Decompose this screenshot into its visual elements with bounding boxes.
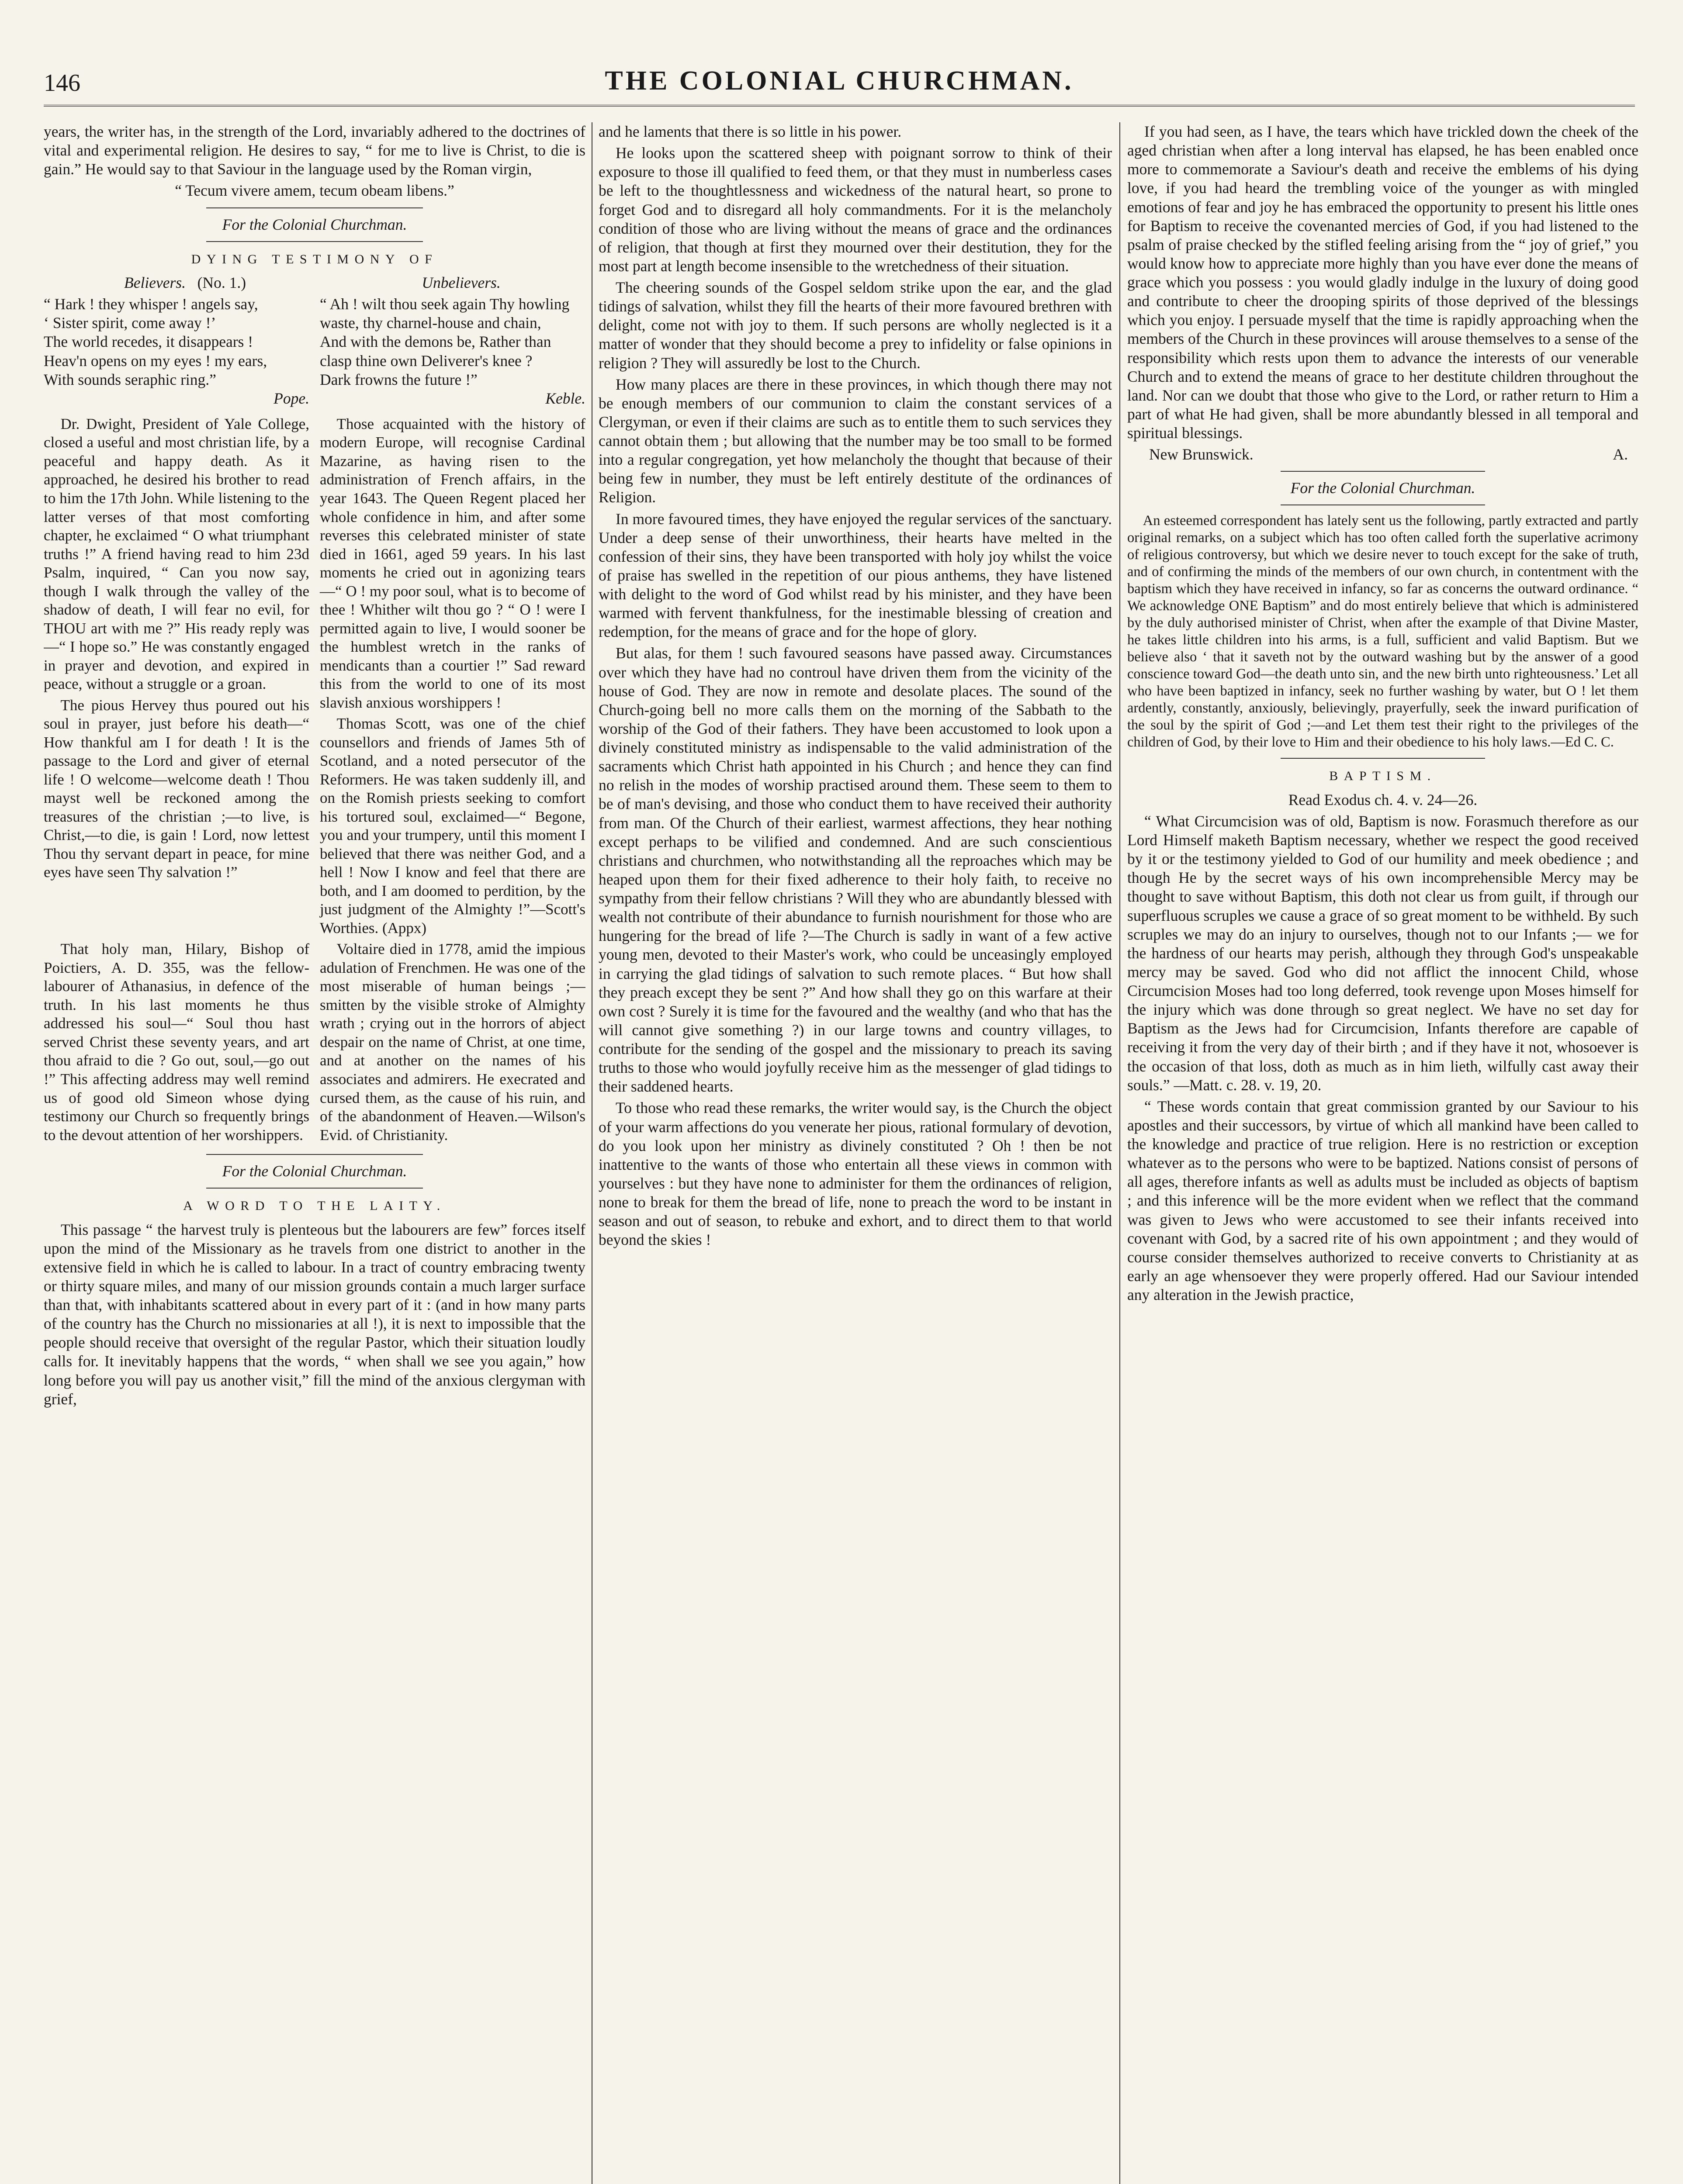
verse-block [44,273,585,411]
verse-right [320,273,585,411]
unbelievers-heading: Unbelievers. [422,274,501,292]
verse-line: “ Ah ! wilt thou seek again Thy howling waste, thy charnel-house and chain, [320,295,570,332]
verse-left [44,273,309,411]
laity-paragraph: He looks upon the scattered sheep with poignant sorrow to think of their exposure to those ill qualified to feed them, or that they must in numberless cases be left to the thoughtlessness and wickedness of the natural heart, so prone to forget God and to disregard all holy commandments. For it is the melancholy condition of those who are living without the means of grace and the ordinances of religion, that though at first they mourned over their destitution, they for the most part at length become insensible to the wretchedness of their situation. [599,144,1112,275]
masthead-title: THE COLONIAL CHURCHMAN. [605,66,1074,96]
verse-attribution: Keble. [545,389,585,407]
laity-paragraph: If you had seen, as I have, the tears which have trickled down the cheek of the aged christian when after a long interval has elapsed, he has been enabled once more to commemorate a Saviour's death and receive the emblems of his dying love, if you had heard the trembling voice of the younger as with mingled emotions of fear and joy he has embraced the opportunity to present his little ones for Baptism to receive the covenanted mercies of God, if you had listened to the psalm of praise checked by the stifled feeling arising from the “ joy of grief,” you would know how to appreciate more highly than you have ever done the means of grace which you possess : you would gladly indulge in the luxury of doing good and contribute to cheer the drooping spirits of those deprived of the blessings which you enjoy. I persuade myself that the time is rapidly approaching when the members of the Church in these provinces will arouse themselves to a sense of the responsibility which rests upon them to advance the interests of our venerable Church and to extend the means of grace to her destitute children throughout the land. Nor can we doubt that those who give to the Lord, or rather return to Him a part of what He had given, shall be more abundantly blessed in all temporal and spiritual blessings. [1127,123,1638,442]
byline-for-colonial-churchman: For the Colonial Churchman. [1290,479,1475,497]
section-rule [206,1154,423,1155]
baptism-paragraph: “ These words contain that great commission granted by our Saviour to his apostles and their successors, by virtue of which all mankind have been called to the knowledge and practice of true religion. Here is no restriction or exception whatever as to the persons who were to be baptized. Nations consist of persons of all ages, therefore infants as well as adults must be included as objects of baptism ; and this inference will be the more evident when we reflect that the command was given to Jews who were accustomed to see their infants received into covenant with God, by a sacred rite of his own appointment ; and they would of course consider themselves authorized to receive converts to Christianity at as early an age whensoever they were properly offered. Had our Saviour intended any alteration in the Jewish practice, [1127,1097,1638,1304]
testimony-hilary: That holy man, Hilary, Bishop of Poictiers, A. D. 355, was the fellow-labourer of Athanasius, in defence of the truth. In his last moments he thus addressed his soul—“ Soul thou hast served Christ these seventy years, and art thou afraid to die ? Go out, soul,—go out !” This affecting address may well remind us of good old Simeon whose dying testimony our Church so frequently brings to the devout attention of her worshippers. [44,940,309,1144]
verse-line: With sounds seraphic ring.” [44,370,216,388]
article-title-word-to-laity: A WORD TO THE LAITY. [183,1199,446,1213]
verse-line: ‘ Sister spirit, come away !’ [44,314,216,332]
article-title-baptism: BAPTISM. [1329,769,1437,784]
section-rule [1281,758,1485,759]
section-rule [206,1188,423,1189]
laity-paragraph: How many places are there in these provinces, in which though there may not be enough members of our communion to claim the constant services of a Clergyman, or even if their claims are such as to entitle them to such services they cannot obtain them ; but allowing that the number may be too small to be formed into a regular congregation, yet how melancholy the thought that because of their being few in number, they must be left entirely destitute of the ordinances of Religion. [599,375,1112,506]
testimony-right [320,415,585,940]
number-label: (No. 1.) [197,274,246,292]
verse-line: And with the demons be, Rather than clasp thine own Deliverer's knee ? [320,333,551,370]
testimony-dwight: Dr. Dwight, President of Yale College, closed a useful and most christian life, by a peaceful and happy death. As it approached, he desired his brother to read to him the 17th John. While listening to the latter verses of that most comforting chapter, he exclaimed “ O what triumphant truths !” A friend having read to him 23d Psalm, inquired, “ Can you now say, though I walk through the valley of the shadow of death, I will fear no evil, for THOU art with me ?” His ready reply was—“ I hope so.” He was constantly engaged in prayer and devotion, and expired in peace, without a struggle or a groan. [44,415,309,693]
testimony-columns-1 [44,415,585,940]
article-title-dying-testimony: DYING TESTIMONY OF [191,252,438,266]
section-rule [1281,471,1485,472]
continued-paragraph: years, the writer has, in the strength of the Lord, invariably adhered to the doctrines of vital and experimental religion. He desires to say, “ for me to live is Christ, to die is gain.” He would say to that Saviour in the language used by the Roman virgin, [44,123,585,178]
editor-note: An esteemed correspondent has lately sent us the following, partly extracted and partly original remarks, on a subject which has too often called forth the superlative acrimony of religious controversy, but which we desire never to touch except for the sake of truth, and of confirming the minds of the members of our own church, in contentment with the baptism which they have received in infancy, so far as concerns the outward ordinance. “ We acknowledge ONE Baptism” and do most entirely believe that which is administered by the duly authorised minister of Christ, when after the example of that Divine Master, he takes little children into his arms, is a full, sufficient and valid Baptism. But we believe also ‘ that it saveth not by the outward washing but by the answer of a good conscience toward God—the death unto sin, and the new birth unto righteousness.’ Let all who have been baptized in infancy, seek no further washing by water, but O ! let them ardently, constantly, anxiously, believingly, prayerfully, seek the inward purification of the soul by the spirit of God ;—and Let them test their right to the privileges of the children of God, by their love to Him and their obedience to his holy laws.—Ed C. C. [1127,513,1638,750]
scripture-reference: Read Exodus ch. 4. v. 24—26. [1288,791,1478,809]
testimony-mazarine: Those acquainted with the history of modern Europe, will recognise Cardinal Mazarine, as having risen to the administration of French affairs, in the year 1643. The Queen Regent placed her whole confidence in him, and after some reverses this celebrated minister of state died in 1661, aged 59 years. In his last moments he cried out in agonizing tears—“ O ! my poor soul, what is to become of thee ! Whither wilt thou go ? “ O ! were I permitted again to live, I would sooner be the humblest wretch in the ranks of mendicants than a courtier !” Sad reward this from the world to one of its most slavish anxious worshippers ! [320,415,585,711]
signoff-place: New Brunswick. [1149,446,1254,463]
laity-paragraph: The cheering sounds of the Gospel seldom strike upon the ear, and the glad tidings of salvation, whilst they fill the hearts of their more favoured brethren with delight, come not with joy to them. If such persons are wholly neglected is it a matter of wonder that they should become a prey to infidelity or false opinions in religion ? They will assuredly be lost to the Church. [599,279,1112,372]
signoff [1127,445,1638,464]
testimony-voltaire: Voltaire died in 1778, amid the impious adulation of Frenchmen. He was one of the most miserable of human beings ;—smitten by the visible stroke of Almighty wrath ; crying out in the horrors of abject despair on the name of Christ, at one time, and at another on the names of his associates and admirers. He execrated and cursed them, as the cause of his ruin, and of the abandonment of Heaven.—Wilson's Evid. of Christianity. [320,940,585,1144]
verse-line: The world recedes, it disappears ! [44,333,253,351]
baptism-paragraph: “ What Circumcision was of old, Baptism is now. Forasmuch therefore as our Lord Himself maketh Baptism necessary, whether we respect the good received by it or the testimony yielded to God of our humility and meek obedience ; and though He by the secret ways of his own incomprehensible Mercy may be thought to save without Baptism, this doth not clear us from guilt, if through our superfluous scruples we cause a grace of so great moment to be withheld. By such scruples we may do an injury to ourselves, though not to our Infants ;— we for the hardness of our hearts may perish, although they through God's unspeakable mercy may be saved. God who did not afflict the innocent Child, whose Circumcision Moses had too long deferred, took revenge upon Moses himself for the injury which was done through so great neglect. We have no set day for Baptism as the Jews had for Circumcision, Infants therefore are capable of receiving it from the very day of their birth ; and if they have it not, whosoever is the occasion of that loss, doth as much as in him lieth, wilfully cast away their souls.” —Matt. c. 28. v. 19, 20. [1127,812,1638,1094]
continued-paragraph: and he laments that there is so little in his power. [599,123,902,140]
byline-for-colonial-churchman: For the Colonial Churchman. [222,215,407,233]
section-rule [206,241,423,242]
laity-paragraph: But alas, for them ! such favoured seasons have passed away. Circumstances over which they have had no controul have driven them from the vicinity of the house of God. They are now in remote and desolate places. The sound of the Church-going bell no more calls them on the morning of the Sabbath to the worship of the God of their fathers. They have been accustomed to look upon a divinely constituted ministry as indispensable to the valid administration of the sacraments which Christ hath appointed in his Church ; and hence they can find no relish in the modes of worship practised around them. These seem to them to be of man's devising, and those who conduct them to have received their authority from man. Of the Church of their earliest, warmest affections, they hear nothing except perhaps to be vilified and condemned. And are such conscientious christians and churchmen, who notwithstanding all the reproaches which may be heaped upon them for their fixed adherence to their holy faith, to receive no sympathy from their fellow christians ? Will they who are abundantly blessed with wealth not contribute of their abundance to furnish nourishment for those who are hungering for the bread of life ?—The Church is sadly in want of a few active young men, devoted to their Master's work, who could be unceasingly employed in carrying the glad tidings of salvation to such remote places. “ But how shall they preach except they be sent ?” And how shall they go on this warfare at their own cost ? Surely it is time for the favoured and the wealthy (and who that has the will cannot give something ?) in our large towns and country villages, to contribute for the sending of the gospel and the missionary to preach its saving truths to those who would joyfully receive him as the messenger of glad tidings to their saddened hearts. [599,644,1112,1095]
section-rule [206,207,423,208]
believers-heading: Believers. (No. 1.) [124,274,246,292]
laity-paragraph: This passage “ the harvest truly is plenteous but the labourers are few” forces itself upon the mind of the Missionary as he travels from one district to another in the extensive field in which he is called to labour. In a tract of country embracing twenty or thirty square miles, and many of our mission grounds contain a much larger surface than that, with inhabitants scattered about in every part of it : (and in how many parts of the country has the Church no missionaries at all !), it is next to impossible that the people should receive that oversight of the regular Pastor, which their situation loudly calls for. It inevitably happens that the words, “ when shall we see you again,” how long before you will pay us another visit,” fill the mind of the anxious clergyman with grief, [44,1220,585,1408]
page-number: 146 [44,69,80,97]
testimony-left [44,415,309,940]
testimony-columns-2 [44,940,585,1147]
laity-paragraph: In more favoured times, they have enjoyed the regular services of the sanctuary. Under a deep sense of their unworthiness, their hearts have melted in the confession of their sins, they have been transported with holy joy whilst the voice of praise has swelled in the repetition of our pious anthems, they have listened with delight to the word of God whilst read by his minister, and they have been warmed with fervent thankfulness, for the inestimable blessing of creation and redemption, for the means of grace and for the hope of glory. [599,510,1112,641]
page-header [44,66,1635,107]
column-2 [599,122,1112,2184]
testimony-hervey: The pious Hervey thus poured out his soul in prayer, just before his death—“ How thankful am I for death ! It is the passage to the Lord and giver of eternal life ! O welcome—welcome death ! Thou mayst well be reckoned among the treasures of the christian ;—to live, is Christ,—to die, is gain ! Lord, now lettest Thou thy servant depart in peace, for mine eyes have seen Thy salvation !” [44,696,309,881]
laity-paragraph: To those who read these remarks, the writer would say, is the Church the object of your warm affections do you venerate her pious, rational formulary of devotion, do you look upon her ministry as divinely constituted ? Oh ! then be not inattentive to the wants of those who entertain all these views in common with yourselves : but they have none to administer for them the ordinances of religion, none to break for them the bread of life, none to preach the word to be instant in season and out of season, to rebuke and exhort, and to direct them to that world beyond the skies ! [599,1099,1112,1249]
column-1 [44,122,585,2184]
verse-line: Dark frowns the future !” [320,370,478,388]
latin-quote: “ Tecum vivere amem, tecum obeam libens.” [175,182,454,200]
column-3 [1127,122,1638,2184]
verse-line: “ Hark ! they whisper ! angels say, [44,295,258,313]
byline-for-colonial-churchman: For the Colonial Churchman. [222,1162,407,1180]
verse-line: Heav'n opens on my eyes ! my ears, [44,352,267,370]
testimony-scott: Thomas Scott, was one of the chief counsellors and friends of James 5th of Scotland, and a noted persecutor of the Reformers. He was taken suddenly ill, and on the Romish priests seeking to comfort his tortured soul, exclaimed—“ Begone, you and your trumpery, until this moment I believed that there was neither God, and a hell ! Now I know and feel that there are both, and I am doomed to perdition, by the just judgment of the Almighty !”—Scott's Worthies. (Appx) [320,715,585,936]
signoff-initial: A. [1613,446,1628,463]
column-divider [1119,122,1120,2184]
verse-attribution: Pope. [274,389,309,407]
